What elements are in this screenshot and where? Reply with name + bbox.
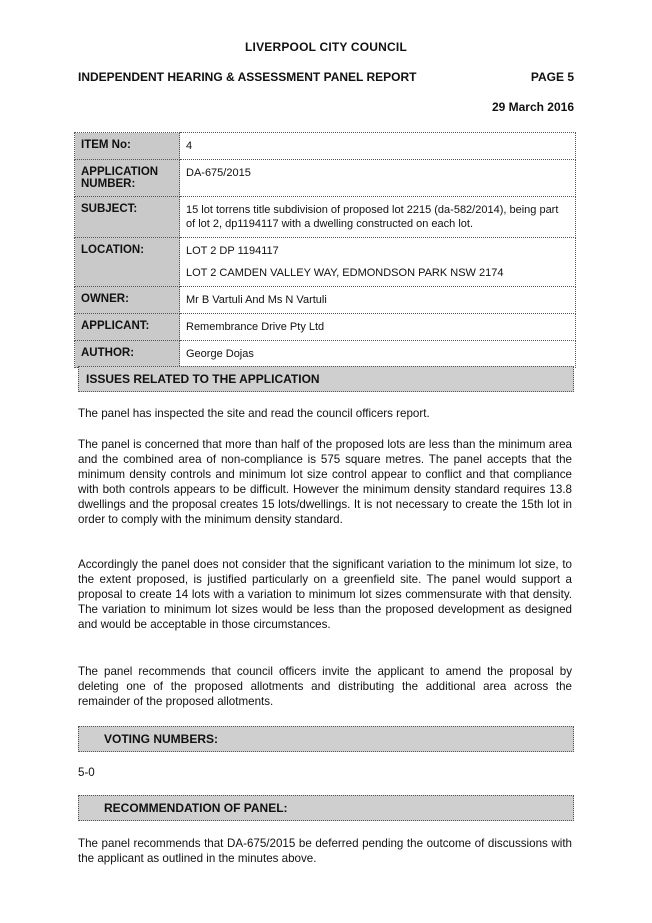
applicant-label: APPLICANT: [75, 314, 180, 341]
subject-label: SUBJECT: [75, 197, 180, 238]
application-details-table [74, 132, 576, 368]
application-label: APPLICATION NUMBER: [75, 160, 180, 197]
location-lot: LOT 2 DP 1194117 [186, 245, 279, 257]
location-label: LOCATION: [75, 238, 180, 287]
page-number: PAGE 5 [530, 70, 574, 84]
report-date: 29 March 2016 [491, 100, 574, 114]
details-row-author [75, 341, 576, 368]
owner-label: OWNER: [75, 287, 180, 314]
location-value [180, 238, 576, 287]
location-address: LOT 2 CAMDEN VALLEY WAY, EDMONDSON PARK NSW 2174 [186, 267, 504, 279]
details-row-application [75, 160, 576, 197]
council-name: LIVERPOOL CITY COUNCIL [245, 40, 407, 54]
issues-paragraph-3: Accordingly the panel does not consider that the significant variation to the minimum lot size, to the extent proposed, is justified particularly on a greenfield site. The panel would support a proposal to create 14 lots with a variation to minimum lot sizes commensurate with that density. The variation to minimum lot sizes would be less than the proposed development as designed and would be acceptable in those circumstances. [78, 558, 572, 631]
details-row-location [75, 238, 576, 287]
voting-count: 5-0 [78, 766, 95, 779]
owner-value: Mr B Vartuli And Ms N Vartuli [180, 287, 576, 314]
report-title: INDEPENDENT HEARING & ASSESSMENT PANEL REPORT [78, 70, 417, 84]
details-row-owner [75, 287, 576, 314]
details-row-item [75, 133, 576, 160]
application-value: DA-675/2015 [180, 160, 576, 197]
subject-value: 15 lot torrens title subdivision of proposed lot 2215 (da-582/2014), being part of lot 2, dp1194117 with a dwelling constructed on each lot. [180, 197, 576, 238]
applicant-value: Remembrance Drive Pty Ltd [180, 314, 576, 341]
recommendation-text: The panel recommends that DA-675/2015 be deferred pending the outcome of discussions with the applicant as outlined in the minutes above. [78, 837, 572, 865]
voting-heading: VOTING NUMBERS: [78, 726, 574, 752]
issues-paragraph-2: The panel is concerned that more than half of the proposed lots are less than the minimum area and the combined area of non-compliance is 575 square metres. The panel accepts that the minimum density controls and minimum lot size control appear to conflict and that compliance with both controls appears to be difficult. However the minimum density standard requires 13.8 dwellings and the proposal creates 15 lots/dwellings. It is not necessary to create the 15th lot in order to comply with the minimum density standard. [78, 438, 572, 526]
issues-paragraph-4: The panel recommends that council officers invite the applicant to amend the proposal by deleting one of the proposed allotments and distributing the additional area across the remainder of the proposed allotments. [78, 665, 572, 708]
recommendation-heading: RECOMMENDATION OF PANEL: [78, 795, 574, 821]
details-row-applicant [75, 314, 576, 341]
details-row-subject [75, 197, 576, 238]
issues-paragraph-1: The panel has inspected the site and read the council officers report. [78, 407, 430, 420]
item-value: 4 [180, 133, 576, 160]
issues-heading: ISSUES RELATED TO THE APPLICATION [78, 366, 574, 392]
item-label: ITEM No: [75, 133, 180, 160]
author-value: George Dojas [180, 341, 576, 368]
author-label: AUTHOR: [75, 341, 180, 368]
